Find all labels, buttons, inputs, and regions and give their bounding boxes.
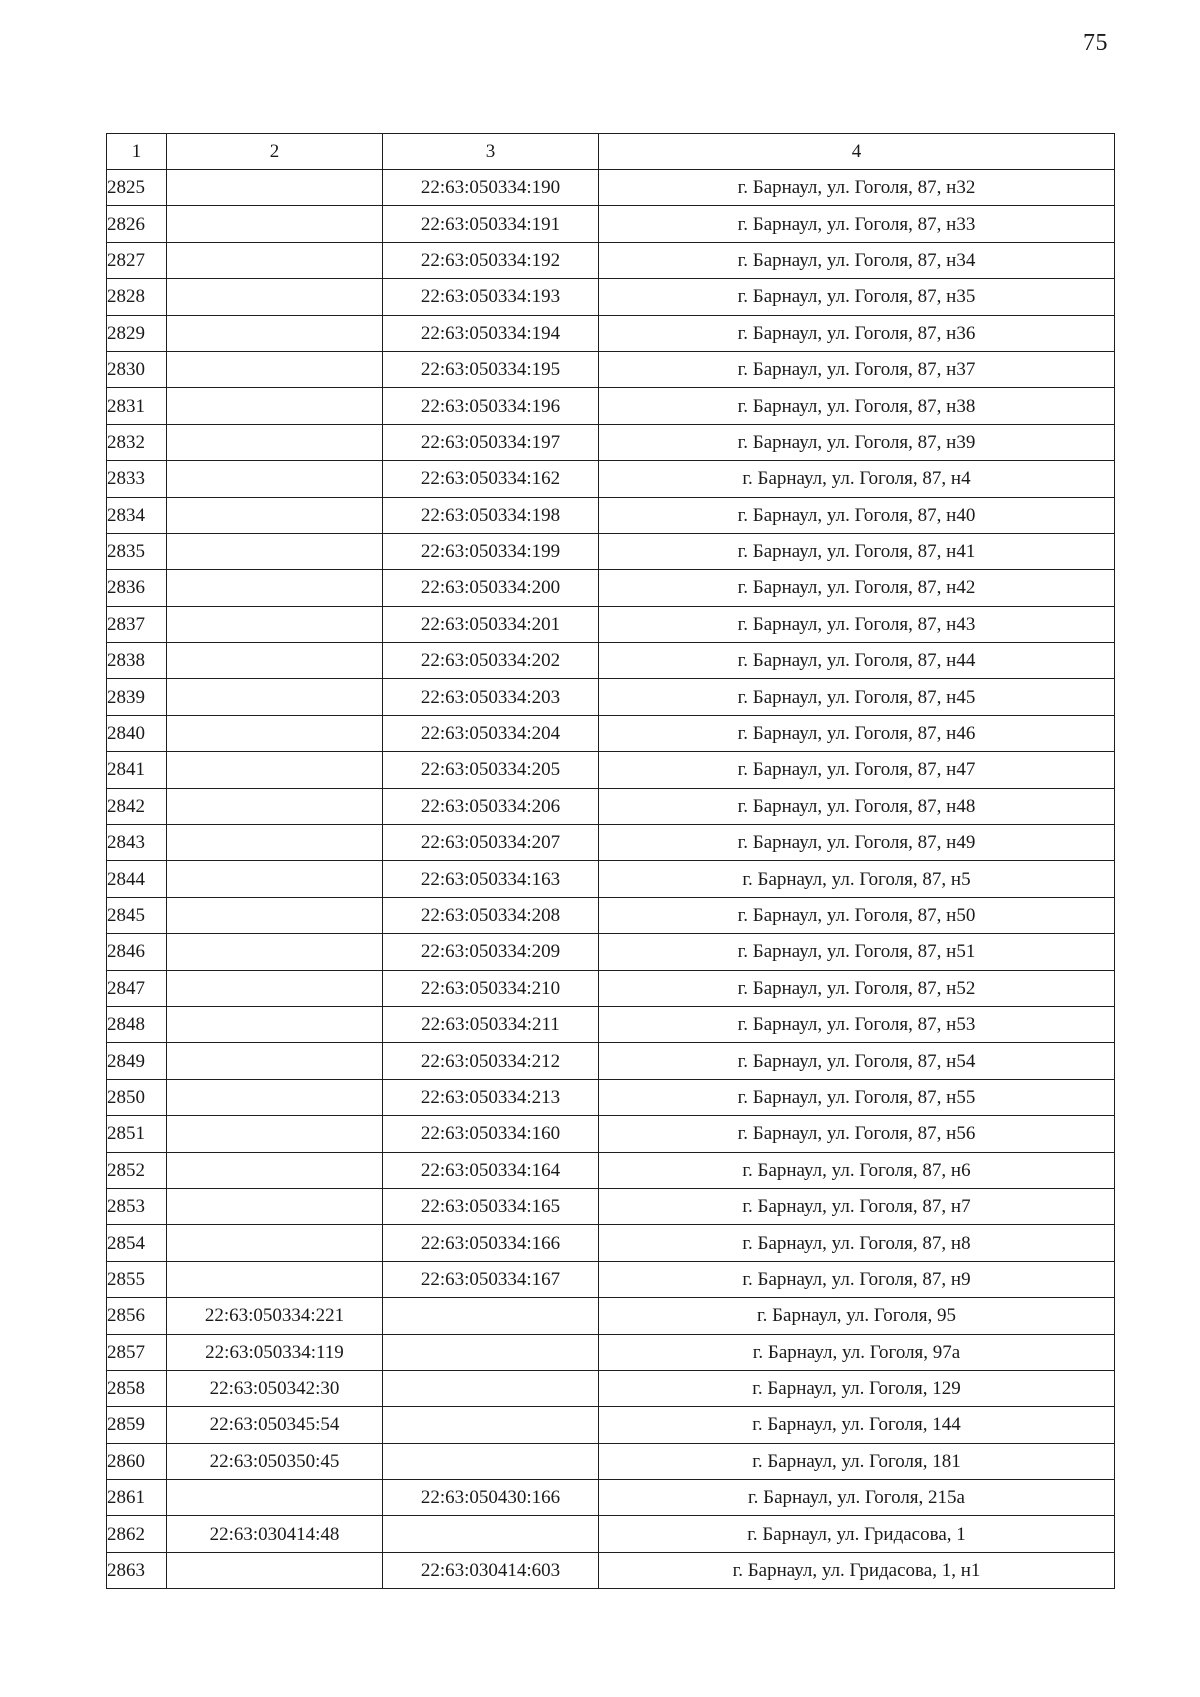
row-number-cell: 2847 [107, 970, 167, 1006]
col3-cadastral-cell: 22:63:050334:166 [383, 1225, 599, 1261]
col2-cadastral-cell [167, 279, 383, 315]
address-cell: г. Барнаул, ул. Гоголя, 87, н53 [599, 1006, 1115, 1042]
col2-cadastral-cell [167, 606, 383, 642]
address-cell: г. Барнаул, ул. Гоголя, 181 [599, 1443, 1115, 1479]
table-row [107, 970, 1115, 1006]
col3-cadastral-cell: 22:63:050334:194 [383, 315, 599, 351]
row-number-cell: 2853 [107, 1188, 167, 1224]
table-row [107, 388, 1115, 424]
address-cell: г. Барнаул, ул. Гоголя, 87, н54 [599, 1043, 1115, 1079]
row-number-cell: 2863 [107, 1552, 167, 1588]
col2-cadastral-cell [167, 533, 383, 569]
col2-cadastral-cell: 22:63:050345:54 [167, 1407, 383, 1443]
col2-cadastral-cell [167, 461, 383, 497]
address-cell: г. Барнаул, ул. Гоголя, 87, н39 [599, 424, 1115, 460]
table-row [107, 934, 1115, 970]
col3-cadastral-cell: 22:63:050334:211 [383, 1006, 599, 1042]
address-cell: г. Барнаул, ул. Гоголя, 87, н43 [599, 606, 1115, 642]
row-number-cell: 2825 [107, 170, 167, 206]
col3-cadastral-cell: 22:63:050334:203 [383, 679, 599, 715]
col3-cadastral-cell: 22:63:030414:603 [383, 1552, 599, 1588]
address-cell: г. Барнаул, ул. Гоголя, 87, н37 [599, 351, 1115, 387]
row-number-cell: 2854 [107, 1225, 167, 1261]
address-cell: г. Барнаул, ул. Гоголя, 87, н52 [599, 970, 1115, 1006]
col2-cadastral-cell [167, 1006, 383, 1042]
address-cell: г. Барнаул, ул. Гоголя, 87, н47 [599, 752, 1115, 788]
col3-cadastral-cell: 22:63:050334:204 [383, 715, 599, 751]
address-cell: г. Барнаул, ул. Гоголя, 87, н49 [599, 825, 1115, 861]
col2-cadastral-cell [167, 1116, 383, 1152]
col3-cadastral-cell [383, 1407, 599, 1443]
table-row [107, 533, 1115, 569]
col3-cadastral-cell [383, 1443, 599, 1479]
address-cell: г. Барнаул, ул. Гоголя, 129 [599, 1370, 1115, 1406]
table-row [107, 1188, 1115, 1224]
row-number-cell: 2840 [107, 715, 167, 751]
col3-cadastral-cell: 22:63:050334:206 [383, 788, 599, 824]
col2-cadastral-cell [167, 1225, 383, 1261]
row-number-cell: 2833 [107, 461, 167, 497]
col3-cadastral-cell: 22:63:050334:167 [383, 1261, 599, 1297]
row-number-cell: 2857 [107, 1334, 167, 1370]
col3-cadastral-cell: 22:63:050334:195 [383, 351, 599, 387]
address-cell: г. Барнаул, ул. Гоголя, 87, н41 [599, 533, 1115, 569]
registry-table [106, 133, 1115, 1589]
col2-cadastral-cell: 22:63:050342:30 [167, 1370, 383, 1406]
table-row [107, 897, 1115, 933]
table-row [107, 1407, 1115, 1443]
table-header [107, 134, 1115, 170]
col2-cadastral-cell [167, 897, 383, 933]
row-number-cell: 2859 [107, 1407, 167, 1443]
address-cell: г. Барнаул, ул. Гоголя, 87, н9 [599, 1261, 1115, 1297]
col3-cadastral-cell: 22:63:050334:208 [383, 897, 599, 933]
header-col-1: 1 [107, 134, 167, 170]
address-cell: г. Барнаул, ул. Гоголя, 87, н56 [599, 1116, 1115, 1152]
row-number-cell: 2837 [107, 606, 167, 642]
row-number-cell: 2852 [107, 1152, 167, 1188]
address-cell: г. Барнаул, ул. Гоголя, 95 [599, 1298, 1115, 1334]
row-number-cell: 2826 [107, 206, 167, 242]
row-number-cell: 2848 [107, 1006, 167, 1042]
row-number-cell: 2827 [107, 242, 167, 278]
col2-cadastral-cell [167, 1552, 383, 1588]
row-number-cell: 2830 [107, 351, 167, 387]
table-row [107, 279, 1115, 315]
table-row [107, 1443, 1115, 1479]
col3-cadastral-cell: 22:63:050334:162 [383, 461, 599, 497]
table-row [107, 752, 1115, 788]
row-number-cell: 2845 [107, 897, 167, 933]
header-col-4: 4 [599, 134, 1115, 170]
col2-cadastral-cell [167, 715, 383, 751]
row-number-cell: 2843 [107, 825, 167, 861]
table-row [107, 242, 1115, 278]
table-row [107, 1298, 1115, 1334]
col3-cadastral-cell [383, 1334, 599, 1370]
col2-cadastral-cell [167, 861, 383, 897]
col3-cadastral-cell [383, 1516, 599, 1552]
col3-cadastral-cell: 22:63:050334:163 [383, 861, 599, 897]
row-number-cell: 2841 [107, 752, 167, 788]
col2-cadastral-cell [167, 1079, 383, 1115]
row-number-cell: 2850 [107, 1079, 167, 1115]
row-number-cell: 2856 [107, 1298, 167, 1334]
table-row [107, 315, 1115, 351]
col2-cadastral-cell [167, 1152, 383, 1188]
col2-cadastral-cell [167, 643, 383, 679]
table-row [107, 461, 1115, 497]
table-row [107, 825, 1115, 861]
table-row [107, 1370, 1115, 1406]
col2-cadastral-cell [167, 970, 383, 1006]
row-number-cell: 2838 [107, 643, 167, 679]
address-cell: г. Барнаул, ул. Гоголя, 87, н45 [599, 679, 1115, 715]
table-row [107, 570, 1115, 606]
row-number-cell: 2831 [107, 388, 167, 424]
row-number-cell: 2855 [107, 1261, 167, 1297]
row-number-cell: 2858 [107, 1370, 167, 1406]
table-row [107, 788, 1115, 824]
table-row [107, 1334, 1115, 1370]
page-number: 75 [1083, 30, 1108, 56]
address-cell: г. Барнаул, ул. Гоголя, 87, н8 [599, 1225, 1115, 1261]
col2-cadastral-cell [167, 788, 383, 824]
col2-cadastral-cell [167, 1043, 383, 1079]
row-number-cell: 2834 [107, 497, 167, 533]
address-cell: г. Барнаул, ул. Гоголя, 87, н48 [599, 788, 1115, 824]
col3-cadastral-cell: 22:63:050334:202 [383, 643, 599, 679]
col2-cadastral-cell [167, 825, 383, 861]
header-row [107, 134, 1115, 170]
address-cell: г. Барнаул, ул. Гридасова, 1 [599, 1516, 1115, 1552]
table-row [107, 424, 1115, 460]
col2-cadastral-cell [167, 679, 383, 715]
col2-cadastral-cell [167, 206, 383, 242]
row-number-cell: 2842 [107, 788, 167, 824]
col2-cadastral-cell [167, 1480, 383, 1516]
table-row [107, 1516, 1115, 1552]
header-col-3: 3 [383, 134, 599, 170]
col3-cadastral-cell: 22:63:050334:160 [383, 1116, 599, 1152]
table-row [107, 1225, 1115, 1261]
col3-cadastral-cell: 22:63:050334:197 [383, 424, 599, 460]
address-cell: г. Барнаул, ул. Гоголя, 144 [599, 1407, 1115, 1443]
address-cell: г. Барнаул, ул. Гоголя, 87, н46 [599, 715, 1115, 751]
address-cell: г. Барнаул, ул. Гоголя, 87, н35 [599, 279, 1115, 315]
table-row [107, 1552, 1115, 1588]
col3-cadastral-cell: 22:63:050334:209 [383, 934, 599, 970]
col2-cadastral-cell [167, 388, 383, 424]
col2-cadastral-cell: 22:63:050334:119 [167, 1334, 383, 1370]
table-row [107, 351, 1115, 387]
row-number-cell: 2828 [107, 279, 167, 315]
table-row [107, 1261, 1115, 1297]
col3-cadastral-cell: 22:63:050334:192 [383, 242, 599, 278]
row-number-cell: 2862 [107, 1516, 167, 1552]
address-cell: г. Барнаул, ул. Гоголя, 87, н44 [599, 643, 1115, 679]
address-cell: г. Барнаул, ул. Гоголя, 87, н38 [599, 388, 1115, 424]
row-number-cell: 2846 [107, 934, 167, 970]
col3-cadastral-cell: 22:63:050334:212 [383, 1043, 599, 1079]
address-cell: г. Барнаул, ул. Гоголя, 87, н50 [599, 897, 1115, 933]
address-cell: г. Барнаул, ул. Гоголя, 215а [599, 1480, 1115, 1516]
table-row [107, 1116, 1115, 1152]
row-number-cell: 2836 [107, 570, 167, 606]
address-cell: г. Барнаул, ул. Гоголя, 87, н4 [599, 461, 1115, 497]
address-cell: г. Барнаул, ул. Гоголя, 87, н42 [599, 570, 1115, 606]
col2-cadastral-cell [167, 351, 383, 387]
col3-cadastral-cell [383, 1298, 599, 1334]
address-cell: г. Барнаул, ул. Гоголя, 87, н51 [599, 934, 1115, 970]
address-cell: г. Барнаул, ул. Гоголя, 97а [599, 1334, 1115, 1370]
col3-cadastral-cell: 22:63:050334:201 [383, 606, 599, 642]
row-number-cell: 2851 [107, 1116, 167, 1152]
table-row [107, 170, 1115, 206]
address-cell: г. Барнаул, ул. Гоголя, 87, н6 [599, 1152, 1115, 1188]
table-row [107, 497, 1115, 533]
address-cell: г. Барнаул, ул. Гридасова, 1, н1 [599, 1552, 1115, 1588]
col3-cadastral-cell: 22:63:050334:164 [383, 1152, 599, 1188]
col3-cadastral-cell: 22:63:050334:165 [383, 1188, 599, 1224]
col3-cadastral-cell: 22:63:050334:193 [383, 279, 599, 315]
col2-cadastral-cell: 22:63:030414:48 [167, 1516, 383, 1552]
col2-cadastral-cell [167, 170, 383, 206]
col3-cadastral-cell: 22:63:050334:190 [383, 170, 599, 206]
col2-cadastral-cell [167, 424, 383, 460]
table-row [107, 679, 1115, 715]
col3-cadastral-cell: 22:63:050334:207 [383, 825, 599, 861]
row-number-cell: 2832 [107, 424, 167, 460]
row-number-cell: 2849 [107, 1043, 167, 1079]
col2-cadastral-cell [167, 570, 383, 606]
col3-cadastral-cell: 22:63:050334:198 [383, 497, 599, 533]
col3-cadastral-cell: 22:63:050334:205 [383, 752, 599, 788]
table-body [107, 170, 1115, 1589]
table-row [107, 1480, 1115, 1516]
address-cell: г. Барнаул, ул. Гоголя, 87, н36 [599, 315, 1115, 351]
col2-cadastral-cell [167, 1188, 383, 1224]
table-row [107, 1006, 1115, 1042]
address-cell: г. Барнаул, ул. Гоголя, 87, н33 [599, 206, 1115, 242]
col2-cadastral-cell: 22:63:050350:45 [167, 1443, 383, 1479]
col3-cadastral-cell: 22:63:050334:210 [383, 970, 599, 1006]
col3-cadastral-cell: 22:63:050334:191 [383, 206, 599, 242]
col2-cadastral-cell [167, 1261, 383, 1297]
col2-cadastral-cell [167, 752, 383, 788]
table-row [107, 643, 1115, 679]
table-row [107, 1152, 1115, 1188]
col2-cadastral-cell [167, 497, 383, 533]
row-number-cell: 2860 [107, 1443, 167, 1479]
address-cell: г. Барнаул, ул. Гоголя, 87, н40 [599, 497, 1115, 533]
table-row [107, 606, 1115, 642]
row-number-cell: 2861 [107, 1480, 167, 1516]
col2-cadastral-cell [167, 934, 383, 970]
col2-cadastral-cell [167, 242, 383, 278]
row-number-cell: 2844 [107, 861, 167, 897]
header-col-2: 2 [167, 134, 383, 170]
col3-cadastral-cell: 22:63:050334:196 [383, 388, 599, 424]
address-cell: г. Барнаул, ул. Гоголя, 87, н34 [599, 242, 1115, 278]
col2-cadastral-cell: 22:63:050334:221 [167, 1298, 383, 1334]
row-number-cell: 2829 [107, 315, 167, 351]
col3-cadastral-cell: 22:63:050334:213 [383, 1079, 599, 1115]
col2-cadastral-cell [167, 315, 383, 351]
col3-cadastral-cell: 22:63:050334:199 [383, 533, 599, 569]
col3-cadastral-cell: 22:63:050430:166 [383, 1480, 599, 1516]
table-row [107, 206, 1115, 242]
address-cell: г. Барнаул, ул. Гоголя, 87, н5 [599, 861, 1115, 897]
row-number-cell: 2835 [107, 533, 167, 569]
table-row [107, 715, 1115, 751]
address-cell: г. Барнаул, ул. Гоголя, 87, н55 [599, 1079, 1115, 1115]
col3-cadastral-cell [383, 1370, 599, 1406]
table-row [107, 1043, 1115, 1079]
table-row [107, 861, 1115, 897]
address-cell: г. Барнаул, ул. Гоголя, 87, н32 [599, 170, 1115, 206]
col3-cadastral-cell: 22:63:050334:200 [383, 570, 599, 606]
table-row [107, 1079, 1115, 1115]
address-cell: г. Барнаул, ул. Гоголя, 87, н7 [599, 1188, 1115, 1224]
row-number-cell: 2839 [107, 679, 167, 715]
